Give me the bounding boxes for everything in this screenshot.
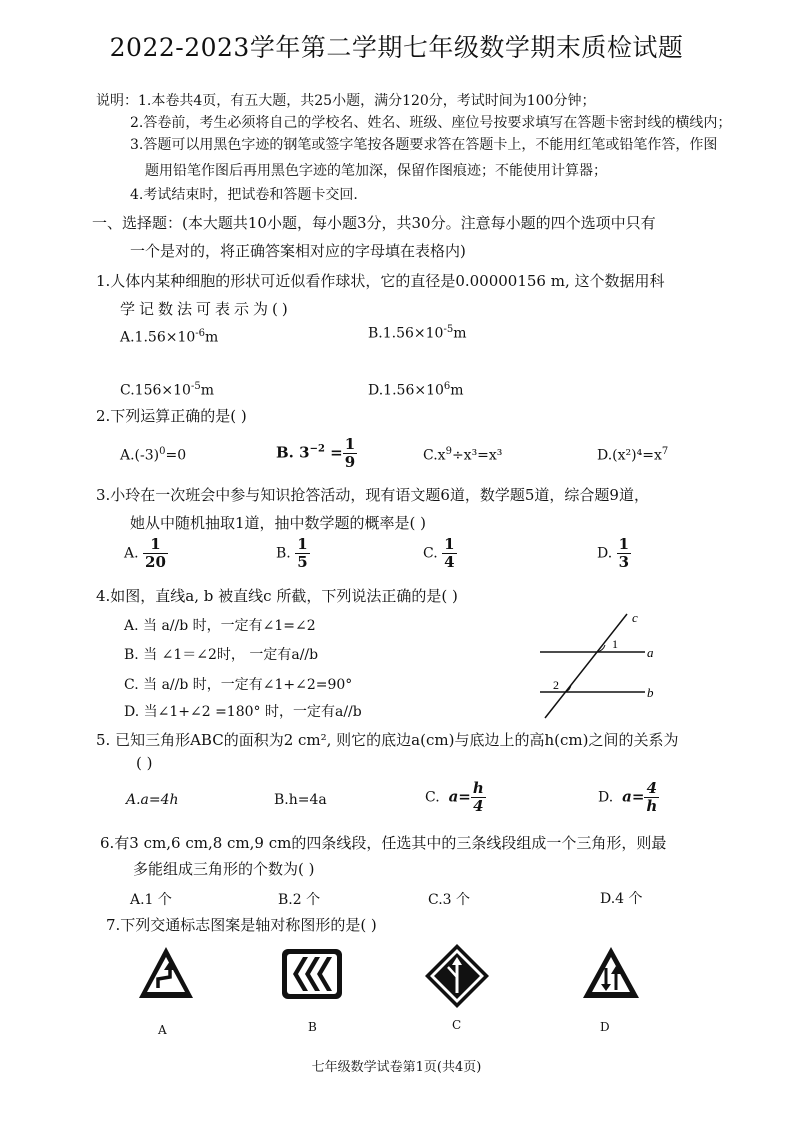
q2-option-a: $A.(-3)^0=0$ <box>120 446 187 464</box>
note-4: 4.考试结束时，把试卷和答题卡交回. <box>130 187 358 203</box>
page-footer: 七年级数学试卷第1页(共4页) <box>311 1060 482 1075</box>
q1-stem: 1.人体内某种细胞的形状可近似看作球状，它的直径是0.00000156 m, 这个数据用科 <box>96 272 665 290</box>
section-1-heading-cont: 一个是对的，将正确答案相对应的字母填在表格内) <box>130 242 466 260</box>
section-1-heading: 一、选择题：(本大题共10小题，每小题3分，共30分。注意每小题的四个选项中只有 <box>92 214 656 232</box>
q3-option-c: C. $\frac{1}{4}$ <box>423 535 455 571</box>
label-angle-2: 2 <box>553 678 559 692</box>
q3-option-d: D. $\frac{1}{3}$ <box>597 535 630 571</box>
q3-option-b: B. $\frac{1}{5}$ <box>276 535 308 571</box>
sign-d-two-way-triangle-icon <box>580 944 642 1002</box>
q2-option-b: B. $3^{-2}$ = $\frac{1}{9}$ <box>276 435 356 471</box>
q6-option-a: A.1 个 <box>130 892 172 908</box>
q6-stem-cont: 多能组成三角形的个数为( ) <box>133 860 315 878</box>
exam-title: 2022-2023学年第二学期七年级数学期末质检试题 <box>109 33 684 62</box>
q1-option-d: $D.1.56\times 10^6m$ <box>368 381 464 399</box>
q3-stem-cont: 她从中随机抽取1道，抽中数学题的概率是( ) <box>130 514 427 532</box>
q5-option-d: D. a= $\frac{4}{h}$ <box>598 779 658 815</box>
q4-option-a: A. 当 a//b 时，一定有∠1=∠2 <box>124 618 316 634</box>
q4-option-d: D. 当∠1+∠2 =180° 时，一定有a//b <box>124 704 362 720</box>
q1-stem-cont: 学记数法可表示为() <box>120 300 292 318</box>
sign-b-chevron-icon <box>281 948 343 1000</box>
sign-b-label: B <box>308 1020 317 1034</box>
q4-option-c: C. 当 a//b 时，一定有∠1+∠2=90° <box>124 677 353 693</box>
label-b: b <box>647 685 654 700</box>
q1-option-c: $C.156\times 10^{-5}m$ <box>120 381 214 399</box>
q1-option-a: $A.1.56\times 10^{-6}m$ <box>120 328 219 346</box>
q5-stem-cont: ( ) <box>136 754 153 772</box>
q5-stem: 5. 已知三角形ABC的面积为2 cm², 则它的底边a(cm)与底边上的高h(cm)之间的关系为 <box>96 731 679 749</box>
note-3b: 题用铅笔作图后再用黑色字迹的笔加深，保留作图痕迹；不能使用计算器； <box>145 163 607 179</box>
q2-option-d: $D.(x^2)^4=x^7$ <box>597 446 669 464</box>
label-angle-1: 1 <box>612 637 618 651</box>
note-2: 2.答卷前，考生必须将自己的学校名、姓名、班级、座位号按要求填写在答题卡密封线的横线内； <box>130 115 732 131</box>
sign-a-zigzag-triangle-icon <box>136 944 196 1002</box>
q3-option-a: A. $\frac{1}{20}$ <box>124 535 166 571</box>
q5-option-a: A.a=4h <box>126 792 179 808</box>
parallel-lines-figure <box>535 608 665 723</box>
q3-stem: 3.小玲在一次班会中参与知识抢答活动，现有语文题6道，数学题5道，综合题9道， <box>96 486 649 504</box>
q6-option-b: B.2 个 <box>278 892 321 908</box>
q6-stem: 6.有3 cm,6 cm,8 cm,9 cm的四条线段，任选其中的三条线段组成一个三角形，则最 <box>100 834 667 852</box>
q5-option-c: C. a= $\frac{h}{4}$ <box>425 779 484 815</box>
label-c: c <box>632 610 638 625</box>
note-3a: 3.答题可以用黑色字迹的钢笔或签字笔按各题要求答在答题卡上，不能用红笔或铅笔作答，作图 <box>130 137 718 153</box>
sign-c-merge-diamond-icon <box>424 943 490 1009</box>
label-a: a <box>647 645 654 660</box>
q4-stem: 4.如图，直线a, b 被直线c 所截，下列说法正确的是( ) <box>96 587 458 605</box>
note-1: 说明：1.本卷共4页，有五大题，共25小题，满分120分，考试时间为100分钟； <box>96 93 596 109</box>
q6-option-d: D.4 个 <box>600 891 643 907</box>
q2-stem: 2.下列运算正确的是( ) <box>96 407 247 425</box>
sign-d-label: D <box>600 1020 610 1034</box>
sign-a-label: A <box>158 1023 167 1037</box>
q6-option-c: C.3 个 <box>428 892 471 908</box>
q5-option-b: B.h=4a <box>274 792 327 808</box>
q1-option-b: $B.1.56\times 10^{-5}m$ <box>368 324 467 342</box>
sign-c-label: C <box>452 1018 462 1032</box>
q7-stem: 7.下列交通标志图案是轴对称图形的是( ) <box>106 916 377 934</box>
q2-option-c: $C.x^9\div x^3=x^3$ <box>423 446 503 464</box>
q4-option-b: B. 当 ∠1＝∠2时， 一定有a//b <box>124 647 319 663</box>
line-c <box>545 614 627 718</box>
